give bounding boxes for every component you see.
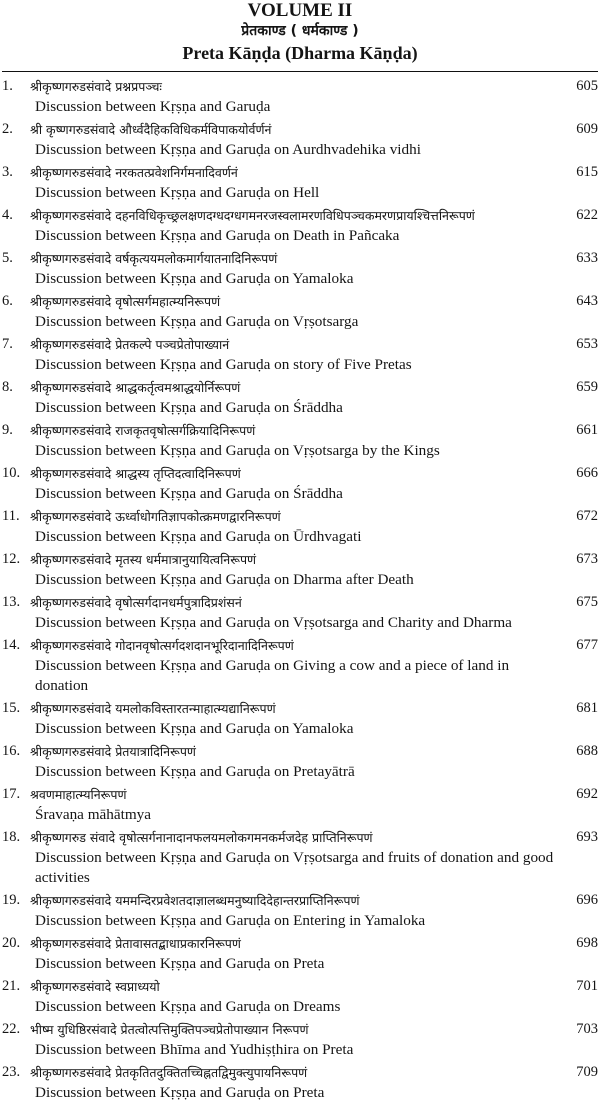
toc-entry-header xyxy=(0,205,600,226)
entry-number: 21. xyxy=(2,978,21,994)
page-number: 701 xyxy=(576,978,598,994)
english-chapter-title: Discussion between Kṛṣṇa and Garuḍa on Aurdhvadehika vidhi xyxy=(35,141,421,158)
toc-entry-header xyxy=(0,291,600,312)
toc-entry xyxy=(0,741,600,782)
toc-entry xyxy=(0,976,600,1017)
english-chapter-title: Discussion between Kṛṣṇa and Garuḍa on Hell xyxy=(35,184,320,201)
entry-number: 4. xyxy=(2,207,13,223)
entry-number: 1. xyxy=(2,78,13,94)
sanskrit-chapter-title: भीष्म युधिष्ठिरसंवादे प्रेतत्वोत्पत्तिमुक्तिपञ्चप्रेतोपाख्यान निरूपणं xyxy=(30,1022,309,1037)
toc-entry-header xyxy=(0,698,600,719)
table-of-contents xyxy=(0,76,600,1103)
page-number: 653 xyxy=(576,336,598,352)
toc-entry xyxy=(0,291,600,332)
sanskrit-chapter-title: श्रीकृष्णगरुडसंवादे यममन्दिरप्रवेशतदाज्ञालब्धमनुष्यादिदेहान्तरप्राप्तिनिरूपणं xyxy=(30,893,360,908)
toc-entry-header xyxy=(0,119,600,140)
english-chapter-title: Discussion between Kṛṣṇa and Garuḍa on Dharma after Death xyxy=(35,571,414,588)
toc-entry-header xyxy=(0,162,600,183)
page-number: 673 xyxy=(576,551,598,567)
sanskrit-chapter-title: श्रीकृष्णगरुडसंवादे प्रश्नप्रपञ्चः xyxy=(30,79,162,94)
sanskrit-chapter-title: श्री कृष्णगरुडसंवादे और्ध्वदैहिकविधिकर्मविपाकयोर्वर्णनं xyxy=(30,122,272,137)
entry-number: 23. xyxy=(2,1064,21,1080)
toc-entry-header xyxy=(0,76,600,97)
toc-entry-header xyxy=(0,933,600,954)
sanskrit-chapter-title: श्रीकृष्णगरुडसंवादे दहनविधिकृच्छ्रलक्षणदग्धदग्धगमनरजस्वलामरणविधिपञ्चकमरणप्रायश्चित्तनिरूपणं xyxy=(30,208,475,223)
header-divider xyxy=(2,71,598,72)
english-chapter-title: Discussion between Kṛṣṇa and Garuḍa on Death in Pañcaka xyxy=(35,227,400,244)
entry-number: 13. xyxy=(2,594,21,610)
sanskrit-chapter-title: श्रीकृष्णगरुडसंवादे वृषोत्सर्गमहात्म्यनिरूपणं xyxy=(30,294,221,309)
entry-number: 16. xyxy=(2,743,21,759)
toc-entry-header xyxy=(0,248,600,269)
page-number: 615 xyxy=(576,164,598,180)
entry-number: 8. xyxy=(2,379,13,395)
page-number: 693 xyxy=(576,829,598,845)
sanskrit-chapter-title: श्रीकृष्णगरुडसंवादे गोदानवृषोत्सर्गदशदानभूरिदानादिनिरूपणं xyxy=(30,638,294,653)
entry-number: 22. xyxy=(2,1021,21,1037)
hindi-section-title: प्रेतकाण्ड ( धर्मकाण्ड ) xyxy=(241,23,359,39)
page-number: 622 xyxy=(576,207,598,223)
page-number: 672 xyxy=(576,508,598,524)
entry-number: 2. xyxy=(2,121,13,137)
page-number: 666 xyxy=(576,465,598,481)
entry-number: 3. xyxy=(2,164,13,180)
entry-number: 10. xyxy=(2,465,21,481)
toc-entry-header xyxy=(0,592,600,613)
page-number: 703 xyxy=(576,1021,598,1037)
english-chapter-title: Discussion between Kṛṣṇa and Garuḍa on Pretayātrā xyxy=(35,763,355,780)
entry-number: 14. xyxy=(2,637,21,653)
toc-entry xyxy=(0,549,600,590)
sanskrit-chapter-title: श्रीकृष्णगरुडसंवादे मृतस्य धर्ममात्रानुयायित्वनिरूपणं xyxy=(30,552,257,567)
sanskrit-chapter-title: श्रीकृष्णगरुडसंवादे ऊर्ध्वाधोगतिज्ञापकोत्क्रमणद्वारनिरूपणं xyxy=(30,509,281,524)
toc-entry xyxy=(0,933,600,974)
sanskrit-chapter-title: श्रीकृष्णगरुडसंवादे प्रेतकल्पे पञ्चप्रेतोपाख्यानं xyxy=(30,337,230,352)
page-number: 677 xyxy=(576,637,598,653)
page-number: 709 xyxy=(576,1064,598,1080)
english-chapter-title: Discussion between Kṛṣṇa and Garuḍa on Dreams xyxy=(35,998,341,1015)
english-chapter-title: Discussion between Kṛṣṇa and Garuḍa on Preta xyxy=(35,1084,325,1101)
english-chapter-title: Discussion between Kṛṣṇa and Garuḍa on Yamaloka xyxy=(35,720,354,737)
english-chapter-title: Discussion between Kṛṣṇa and Garuḍa on Śrāddha xyxy=(35,399,343,416)
english-chapter-title: Discussion between Kṛṣṇa and Garuḍa on Vṛṣotsarga xyxy=(35,313,359,330)
toc-entry xyxy=(0,698,600,739)
toc-entry-header xyxy=(0,334,600,355)
toc-entry-header xyxy=(0,827,600,848)
toc-entry xyxy=(0,890,600,931)
english-chapter-title: Discussion between Kṛṣṇa and Garuḍa on Ūrdhvagati xyxy=(35,528,362,545)
page-number: 696 xyxy=(576,892,598,908)
entry-number: 9. xyxy=(2,422,13,438)
sanskrit-chapter-title: श्रीकृष्णगरुडसंवादे नरकतत्प्रवेशनिर्गमनादिवर्णनं xyxy=(30,165,238,180)
toc-entry-header xyxy=(0,784,600,805)
entry-number: 12. xyxy=(2,551,21,567)
english-chapter-title: Discussion between Kṛṣṇa and Garuḍa on Entering in Yamaloka xyxy=(35,912,426,929)
toc-entry-header xyxy=(0,463,600,484)
english-chapter-title: Discussion between Kṛṣṇa and Garuḍa on story of Five Pretas xyxy=(35,356,412,373)
toc-entry-header xyxy=(0,976,600,997)
sanskrit-chapter-title: श्रीकृष्णगरुडसंवादे प्रेतावासतद्बाधाप्रकारनिरूपणं xyxy=(30,936,241,951)
toc-entry-header xyxy=(0,890,600,911)
page-number: 681 xyxy=(576,700,598,716)
sanskrit-chapter-title: श्रीकृष्णगरुड संवादे वृषोत्सर्गनानादानफलयमलोकगमनकर्मजदेह प्राप्तिनिरूपणं xyxy=(30,830,373,845)
toc-entry xyxy=(0,205,600,246)
toc-entry xyxy=(0,162,600,203)
sanskrit-chapter-title: श्रीकृष्णगरुडसंवादे श्राद्धकर्तृत्वमश्राद्धयोर्निरूपणं xyxy=(30,380,241,395)
page-number: 688 xyxy=(576,743,598,759)
toc-entry-header xyxy=(0,506,600,527)
english-chapter-title: Discussion between Kṛṣṇa and Garuḍa on Yamaloka xyxy=(35,270,354,287)
toc-entry-header xyxy=(0,420,600,441)
volume-heading: VOLUME II xyxy=(247,0,353,21)
sanskrit-chapter-title: श्रीकृष्णगरुडसंवादे स्वप्नाध्ययो xyxy=(30,979,160,994)
toc-entry xyxy=(0,463,600,504)
toc-entry xyxy=(0,1019,600,1060)
toc-entry xyxy=(0,635,600,696)
toc-entry xyxy=(0,334,600,375)
toc-entry xyxy=(0,592,600,633)
page-number: 661 xyxy=(576,422,598,438)
page-number: 605 xyxy=(576,78,598,94)
entry-number: 18. xyxy=(2,829,21,845)
toc-entry-header xyxy=(0,1019,600,1040)
entry-number: 20. xyxy=(2,935,21,951)
page-number: 659 xyxy=(576,379,598,395)
sanskrit-chapter-title: श्रीकृष्णगरुडसंवादे प्रेतकृतितदुक्तितच्चिह्नतद्विमुक्त्युपायनिरूपणं xyxy=(30,1065,308,1080)
page-number: 675 xyxy=(576,594,598,610)
sanskrit-chapter-title: श्रीकृष्णगरुडसंवादे वृषोत्सर्गदानधर्मपुत्रादिप्रशंसनं xyxy=(30,595,242,610)
sanskrit-chapter-title: श्रीकृष्णगरुडसंवादे राजकृतवृषोत्सर्गक्रियादिनिरूपणं xyxy=(30,423,256,438)
english-chapter-title: Discussion between Kṛṣṇa and Garuḍa on Preta xyxy=(35,955,325,972)
toc-entry-header xyxy=(0,741,600,762)
toc-entry-header xyxy=(0,549,600,570)
entry-number: 7. xyxy=(2,336,13,352)
toc-entry xyxy=(0,1062,600,1103)
page-number: 692 xyxy=(576,786,598,802)
english-chapter-title: Discussion between Kṛṣṇa and Garuḍa on Vṛṣotsarga and fruits of donation and good activities xyxy=(35,849,554,886)
toc-entry xyxy=(0,827,600,888)
toc-entry xyxy=(0,506,600,547)
english-chapter-title: Discussion between Bhīma and Yudhiṣṭhira on Preta xyxy=(35,1041,354,1058)
sanskrit-chapter-title: श्रवणमाहात्म्यनिरूपणं xyxy=(30,787,127,802)
page-number: 643 xyxy=(576,293,598,309)
entry-number: 6. xyxy=(2,293,13,309)
toc-entry xyxy=(0,420,600,461)
entry-number: 5. xyxy=(2,250,13,266)
page-header xyxy=(0,0,600,65)
toc-entry xyxy=(0,119,600,160)
entry-number: 15. xyxy=(2,700,21,716)
page-number: 698 xyxy=(576,935,598,951)
toc-entry xyxy=(0,377,600,418)
toc-entry-header xyxy=(0,1062,600,1083)
toc-entry xyxy=(0,784,600,825)
section-title: Preta Kāṇḍa (Dharma Kāṇḍa) xyxy=(182,43,418,63)
english-chapter-title: Discussion between Kṛṣṇa and Garuḍa on Vṛṣotsarga by the Kings xyxy=(35,442,440,459)
english-chapter-title: Discussion between Kṛṣṇa and Garuḍa on Giving a cow and a piece of land in donation xyxy=(35,657,510,694)
page-number: 633 xyxy=(576,250,598,266)
sanskrit-chapter-title: श्रीकृष्णगरुडसंवादे वर्षकृत्ययमलोकमार्गयातनादिनिरूपणं xyxy=(30,251,278,266)
sanskrit-chapter-title: श्रीकृष्णगरुडसंवादे श्राद्धस्य तृप्तिदत्वादिनिरूपणं xyxy=(30,466,241,481)
toc-entry xyxy=(0,76,600,117)
sanskrit-chapter-title: श्रीकृष्णगरुडसंवादे यमलोकविस्तारतन्माहात्म्यद्यानिरूपणं xyxy=(30,701,276,716)
page-number: 609 xyxy=(576,121,598,137)
english-chapter-title: Śravaṇa māhātmya xyxy=(35,806,151,823)
toc-entry-header xyxy=(0,635,600,656)
entry-number: 19. xyxy=(2,892,21,908)
english-chapter-title: Discussion between Kṛṣṇa and Garuḍa on Śrāddha xyxy=(35,485,343,502)
toc-entry xyxy=(0,248,600,289)
english-chapter-title: Discussion between Kṛṣṇa and Garuḍa on Vṛṣotsarga and Charity and Dharma xyxy=(35,614,512,631)
toc-entry-header xyxy=(0,377,600,398)
entry-number: 17. xyxy=(2,786,21,802)
english-chapter-title: Discussion between Kṛṣṇa and Garuḍa xyxy=(35,98,271,115)
entry-number: 11. xyxy=(2,508,20,524)
sanskrit-chapter-title: श्रीकृष्णगरुडसंवादे प्रेतयात्रादिनिरूपणं xyxy=(30,744,196,759)
